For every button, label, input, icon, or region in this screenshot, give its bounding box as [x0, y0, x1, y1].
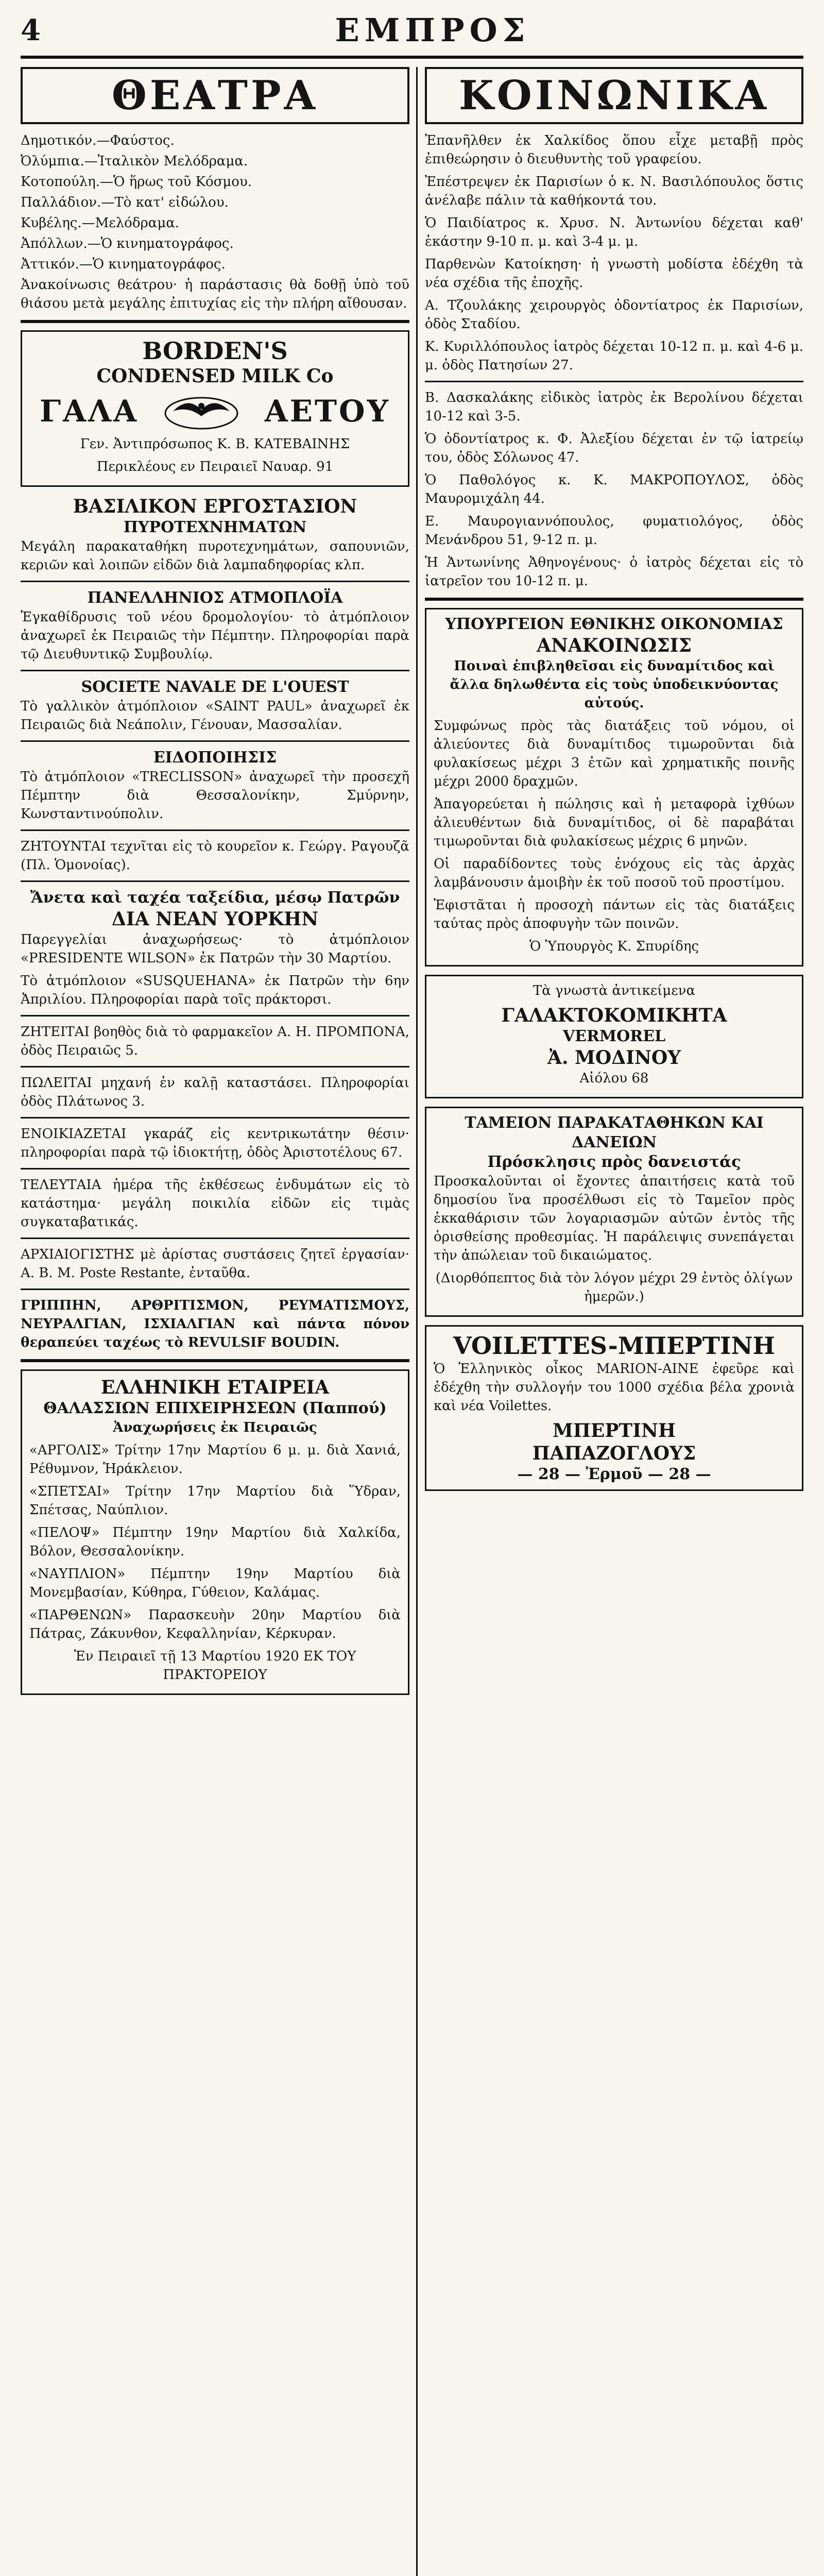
borden-product: CONDENSED MILK Co	[96, 365, 334, 387]
grippe-ad: ΓΡΙΠΠΗΝ, ΑΡΘΡΙΤΙΣΜΟΝ, ΡΕΥΜΑΤΙΣΜΟΥΣ, ΝΕΥΡΑΛΓΙΑΝ, ΙΣΧΙΑΛΓΙΑΝ καὶ πάντα πόνον θεραπεύει ταχέως τὸ REVULSIF BOUDIN.	[21, 1298, 409, 1350]
social-para: Παρθενὼν Κατοίκηση· ἡ γνωστὴ μοδίστα ἐδέχθη τὰ νέα σχέδια τῆς ἐποχῆς.	[425, 257, 803, 291]
elleniki-ad	[21, 1369, 409, 1695]
for-rent: ΕΝΟΙΚΙΑΖΕΤΑΙ γκαράζ εἰς κεντρικωτάτην θέσιν· πληροφορίαι παρὰ τῷ ἰδιοκτήτῃ, ὁδὸς Ἀριστοτέλους 67.	[21, 1126, 409, 1160]
rule	[21, 1359, 409, 1362]
social-para: Β. Δασκαλάκης εἰδικὸς ἰατρὸς ἐκ Βερολίνου δέχεται 10-12 καὶ 3-5.	[425, 390, 803, 424]
theatre-heading: ΘΕΑΤΡΑ	[21, 67, 409, 124]
social-para: Ἐπέστρεψεν ἐκ Παρισίων ὁ κ. Ν. Βασιλόπουλος ὅστις ἀνέλαβε πάλιν τὰ καθήκοντά του.	[425, 174, 803, 208]
dairy-address: Αἰόλου 68	[579, 1071, 649, 1086]
voilettes-ad	[425, 1325, 803, 1491]
social-para: Α. Τζουλάκης χειρουργὸς ὀδοντίατρος ἐκ Παρισίων, ὁδὸς Σταδίου.	[425, 298, 803, 332]
tameion-foot: (Διορθόπεπτος διὰ τὸν λόγον μέχρι 29 ἐντὸς ὀλίγων ἡμερῶν.)	[435, 1270, 793, 1304]
page-number: 4	[21, 13, 41, 47]
ministry-subtitle: ΑΝΑΚΟΙΝΩΣΙΣ	[537, 635, 692, 656]
theatre-line: Ὀλύμπια.—Ἰταλικὸν Μελόδραμα.	[21, 154, 248, 169]
social-para: Ε. Μαυρογιαννόπουλος, φυματιολόγος, ὁδὸς Μενάνδρου 51, 9-12 π. μ.	[425, 514, 803, 548]
tameion-text: Προσκαλοῦνται οἱ ἔχοντες ἀπαιτήσεις κατὰ τοῦ δημοσίου ἵνα προσέλθωσι εἰς τὸ Ταμεῖον πρὸς ἐκκαθάρισιν τῶν λογαριασμῶν αὐτῶν ἐντὸς τῆς ὁρισθείσης προθεσμίας. Ἡ παράλειψις συνεπάγεται τὴν ἀπώλειαν τοῦ δικαιώματος.	[434, 1174, 795, 1263]
workshop-title: ΒΑΣΙΛΙΚΟΝ ΕΡΓΟΣΤΑΣΙΟΝ	[73, 496, 357, 517]
voilettes-brand: ΜΠΕΡΤΙΝΗ	[553, 1420, 676, 1442]
rule	[21, 670, 409, 671]
notice-title: ΕΙΔΟΠΟΙΗΣΙΣ	[153, 749, 277, 767]
societe-title: SOCIETE NAVALE DE L'OUEST	[81, 678, 349, 696]
dairy-agent: Ἀ. ΜΟΔΙΝΟΥ	[547, 1047, 681, 1069]
last-day: ΤΕΛΕΥΤΑΙΑ ἡμέρα τῆς ἐκθέσεως ἐνδυμάτων εἰς τὸ κατάστημα· μεγάλη ποικιλία εἰδῶν εἰς τιμὰς συγκαταβατικάς.	[21, 1177, 409, 1230]
aetou-word: ΑΕΤΟΥ	[264, 394, 390, 429]
rule	[425, 598, 803, 601]
left-column	[21, 67, 409, 2576]
ministry-notice	[425, 608, 803, 967]
susquehana-text: Τὸ ἀτμόπλοιον «SUSQUEHANA» ἐκ Πατρῶν τὴν 6ην Ἀπριλίου. Πληροφορίαι παρὰ τοῖς πράκτορσι.	[21, 973, 409, 1007]
social-para: Ἡ Ἀντωνίνης Ἀθηνογένους· ὁ ἰατρὸς δέχεται εἰς τὸ ἰατρεῖον του 10-12 π. μ.	[425, 555, 803, 589]
voilettes-text: Ὁ Ἑλληνικὸς οἶκος MARION-AINE ἐφεῦρε καὶ ἐδέχθη τὴν συλλογήν του 1000 σχέδια βέλα χρονιὰ καὶ νέα Voilettes.	[434, 1361, 795, 1414]
gala-address: Περικλέους εν Πειραιεῖ Ναυαρ. 91	[96, 459, 334, 474]
newyork-text: Παρεγγελίαι ἀναχωρήσεως· τὸ ἀτμόπλοιον «PRESIDENTE WILSON» ἐκ Πατρῶν τὴν 30 Μαρτίου.	[21, 932, 409, 966]
borden-ad	[21, 330, 409, 487]
ship-line: «ΠΑΡΘΕΝΩΝ» Παρασκευὴν 20ην Μαρτίου διὰ Πάτρας, Ζάκυνθον, Κεφαλληνίαν, Κέρκυραν.	[29, 1607, 401, 1641]
rule	[21, 1117, 409, 1118]
ministry-para: Ἐφιστᾶται ἡ προσοχὴ πάντων εἰς τὰς διατάξεις ταύτας πρὸς ἀποφυγὴν τῶν ποινῶν.	[434, 897, 795, 931]
theatre-line: Παλλάδιον.—Τὸ κατ' εἰδώλου.	[21, 195, 229, 210]
rule	[21, 1015, 409, 1016]
theatre-line: Δημοτικόν.—Φαύστος.	[21, 133, 175, 148]
rule	[21, 581, 409, 582]
social-para: Ἐπανῆλθεν ἐκ Χαλκίδος ὅπου εἶχε μεταβῇ πρὸς ἐπιθεώρησιν ὁ διευθυντὴς τοῦ γραφείου.	[425, 133, 803, 167]
social-para: Ὁ ὀδοντίατρος κ. Φ. Ἀλεξίου δέχεται ἐν τῷ ἰατρείῳ του, ὁδὸς Σόλωνος 47.	[425, 431, 803, 465]
dairy-pre: Τὰ γνωστὰ ἀντικείμενα	[533, 983, 696, 998]
theatre-line: Κοτοπούλη.—Ὁ ἥρως τοῦ Κόσμου.	[21, 174, 252, 190]
voilettes-title: VOILETTES-ΜΠΕΡΤΙΝΗ	[453, 1332, 776, 1360]
rule	[21, 1289, 409, 1290]
dairy-ad	[425, 975, 803, 1098]
ship-line: «ΝΑΥΠΛΙΟΝ» Πέμπτην 19ην Μαρτίου διὰ Μονεμβασίαν, Κύθηρα, Γύθειον, Καλάμας.	[29, 1566, 401, 1600]
tameion-ad	[425, 1107, 803, 1317]
newspaper-title: ΕΜΠΡΟΣ	[335, 11, 530, 49]
ministry-para: Συμφώνως πρὸς τὰς διατάξεις τοῦ νόμου, οἱ ἀλιεύοντες διὰ δυναμίτιδος τιμωροῦνται διὰ φυλακίσεως μέχρι 3 ἐτῶν καὶ χρηματικῆς ποινῆς μέχρι 2000 δραχμῶν.	[434, 718, 795, 789]
theatre-line: Ἀπόλλων.—Ὁ κινηματογράφος.	[21, 236, 234, 251]
gala-row	[29, 387, 401, 435]
rule	[21, 1238, 409, 1239]
ship-line: «ΑΡΓΟΛΙΣ» Τρίτην 17ην Μαρτίου 6 μ. μ. διὰ Χανιά, Ρέθυμνον, Ἡράκλειον.	[29, 1443, 401, 1477]
theatre-notice: Ἀνακοίνωσις θεάτρου· ἡ παράστασις θὰ δοθῇ ὑπὸ τοῦ θιάσου μετὰ μεγάλης ἐπιτυχίας εἰς τὴν πλήρη αἴθουσαν.	[21, 277, 409, 311]
rule	[21, 740, 409, 742]
ministry-sign: Ὁ Ὑπουργὸς Κ. Σπυρίδης	[529, 939, 699, 954]
social-para: Κ. Κυριλλόπουλος ἰατρὸς δέχεται 10-12 π. μ. καὶ 4-6 μ. μ. ὁδὸς Πατησίων 27.	[425, 339, 803, 373]
rule	[21, 1066, 409, 1067]
notice-text: Τὸ ἀτμόπλοιον «TRECLISSON» ἀναχωρεῖ τὴν προσεχῆ Πέμπτην διὰ Θεσσαλονίκην, Σμύρνην, Κωνσταντινούπολιν.	[21, 769, 409, 822]
voilettes-owner: ΠΑΠΑΖΟΓΛΟΥΣ	[532, 1443, 696, 1464]
theatre-list	[21, 131, 409, 274]
social-heading: ΚΟΙΝΩΝΙΚΑ	[425, 67, 803, 124]
accountant: ΑΡΧΙΑΙΟΓΙΣΤΗΣ μὲ ἀρίστας συστάσεις ζητεῖ ἐργασίαν· Α. Β. Μ. Poste Restante, ἐνταῦθα.	[21, 1247, 409, 1281]
rule	[21, 829, 409, 831]
tameion-title: ΤΑΜΕΙΟΝ ΠΑΡΑΚΑΤΑΘΗΚΩΝ ΚΑΙ ΔΑΝΕΙΩΝ	[465, 1114, 764, 1151]
masthead	[21, 9, 803, 59]
elleniki-subtitle: ΘΑΛΑΣΣΙΩΝ ΕΠΙΧΕΙΡΗΣΕΩΝ (Παππού)	[43, 1399, 387, 1417]
ministry-para: Ἀπαγορεύεται ἡ πώλησις καὶ ἡ μεταφορὰ ἰχθύων ἀλιευθέντων διὰ δυναμίτιδος, οἱ δὲ παραβάται τιμωροῦνται διὰ φυλακίσεως μέχρις 6 μηνῶν.	[434, 796, 795, 849]
gala-agent: Γεν. Ἀντιπρόσωπος Κ. Β. ΚΑΤΕΒΑΙΝΗΣ	[80, 436, 350, 452]
column-divider	[416, 67, 418, 2576]
ministry-para: Οἱ παραδίδοντες τοὺς ἐνόχους εἰς τὰς ἀρχὰς λαμβάνουσιν ἀμοιβὴν ἐκ τοῦ ποσοῦ τοῦ προστίμου.	[434, 856, 795, 890]
ministry-title: ΥΠΟΥΡΓΕΙΟΝ ΕΘΝΙΚΗΣ ΟΙΚΟΝΟΜΙΑΣ	[445, 615, 783, 633]
wanted-assistant: ΖΗΤΕΙΤΑΙ βοηθὸς διὰ τὸ φαρμακεῖον Α. Η. ΠΡΟΜΠΟΝΑ, ὁδὸς Πειραιῶς 5.	[21, 1024, 409, 1058]
social-para: Ὁ Παθολόγος κ. Κ. ΜΑΚΡΟΠΟΥΛΟΣ, ὁδὸς Μαυρομιχάλη 44.	[425, 472, 803, 506]
workshop-text: Μεγάλη παρακαταθήκη πυροτεχνημάτων, σαπουνιῶν, κεριῶν καὶ λοιπῶν εἰδῶν διὰ λαμπαδηφορίας κλπ.	[21, 539, 409, 573]
hellenic-title: ΠΑΝΕΛΛΗΝΙΟΣ ΑΤΜΟΠΛΟΪΑ	[87, 589, 343, 607]
elleniki-footer: Ἐν Πειραιεῖ τῇ 13 Μαρτίου 1920 ΕΚ ΤΟΥ ΠΡΑΚΤΟΡΕΙΟΥ	[74, 1649, 356, 1683]
dairy-brand: VERMOREL	[562, 1027, 666, 1045]
wanted-barber: ΖΗΤΟΥΝΤΑΙ τεχνῖται εἰς τὸ κουρεῖον κ. Γεώργ. Ραγουζᾶ (Πλ. Ὁμονοίας).	[21, 839, 409, 873]
social-para: Ὁ Παιδίατρος κ. Χρυσ. Ν. Ἀντωνίου δέχεται καθ' ἑκάστην 9-10 π. μ. καὶ 3-4 μ. μ.	[425, 215, 803, 249]
eagle-icon	[163, 391, 240, 432]
for-sale: ΠΩΛΕΙΤΑΙ μηχανή ἐν καλῇ καταστάσει. Πληροφορίαι ὁδὸς Πλάτωνος 3.	[21, 1075, 409, 1109]
rule	[21, 1168, 409, 1170]
workshop-subtitle: ΠΥΡΟΤΕΧΝΗΜΑΤΩΝ	[123, 518, 307, 536]
rule	[425, 381, 803, 382]
tameion-heading: Πρόσκλησις πρὸς δανειστάς	[487, 1153, 741, 1171]
elleniki-departures: Ἀναχωρήσεις ἐκ Πειραιῶς	[113, 1420, 317, 1435]
dairy-title: ΓΑΛΑΚΤΟΚΟΜΙΚΗΤΑ	[501, 1005, 727, 1026]
gala-word: ΓΑΛΑ	[40, 394, 139, 429]
hellenic-text: Ἐγκαθίδρυσις τοῦ νέου δρομολογίου· τὸ ἀτμόπλοιον ἀναχωρεῖ ἐκ Πειραιῶς τὴν Πέμπτην. Πληροφορίαι παρὰ τῷ Διευθυντικῷ Συμβουλίῳ.	[21, 609, 409, 662]
theatre-line: Κυβέλης.—Μελόδραμα.	[21, 215, 180, 231]
ministry-heading: Ποιναὶ ἐπιβληθεῖσαι εἰς δυναμίτιδος καὶ ἄλλα δηλωθέντα εἰς τοὺς ὑποδεικνύοντας αὐτούς.	[450, 658, 779, 711]
elleniki-title: ΕΛΛΗΝΙΚΗ ΕΤΑΙΡΕΙΑ	[100, 1377, 330, 1398]
rule	[21, 880, 409, 882]
ship-line: «ΠΕΛΟΨ» Πέμπτην 19ην Μαρτίου διὰ Χαλκίδα, Βόλον, Θεσσαλονίκην.	[29, 1525, 401, 1559]
right-column	[425, 67, 803, 2576]
voilettes-address: — 28 — Ἑρμοῦ — 28 —	[517, 1465, 711, 1483]
theatre-line: Ἀττικόν.—Ὁ κινηματογράφος.	[21, 257, 226, 272]
societe-text: Τὸ γαλλικὸν ἀτμόπλοιον «SAINT PAUL» ἀναχωρεῖ ἐκ Πειραιῶς διὰ Νεάπολιν, Γένουαν, Μασσαλίαν.	[21, 699, 409, 733]
rule	[21, 320, 409, 323]
borden-brand: BORDEN'S	[142, 337, 288, 365]
ship-line: «ΣΠΕΤΣΑΙ» Τρίτην 17ην Μαρτίου διὰ Ὕδραν, Σπέτσας, Ναύπλιον.	[29, 1484, 401, 1518]
quick-travel: Ἄνετα καὶ ταχέα ταξείδια, μέσῳ Πατρῶν	[30, 889, 400, 907]
newyork-title: ΔΙΑ ΝΕΑΝ ΥΟΡΚΗΝ	[111, 908, 319, 930]
